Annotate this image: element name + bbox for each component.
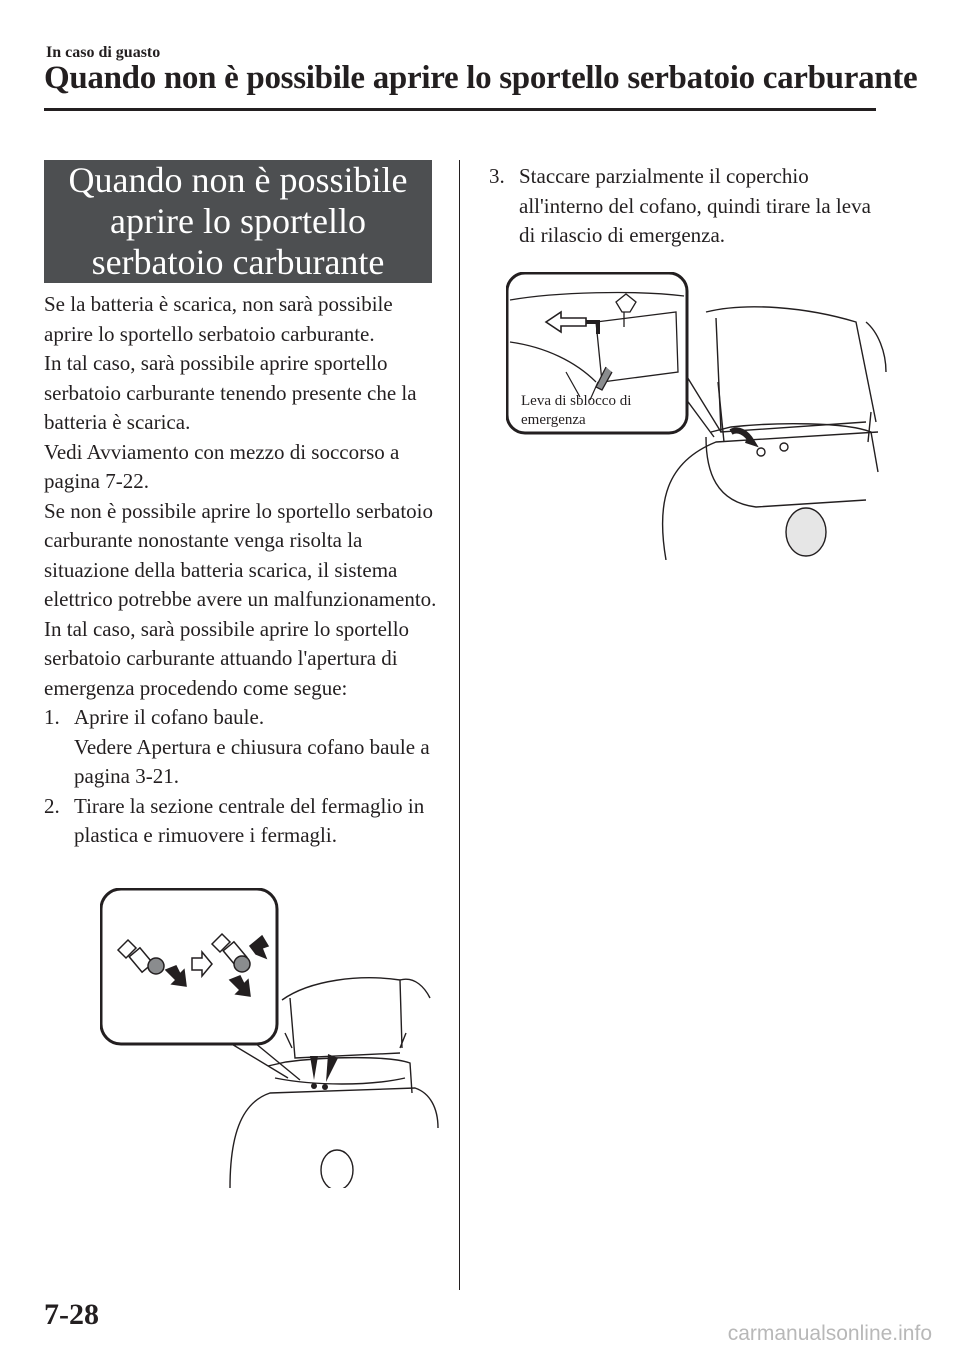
step-item <box>44 792 444 851</box>
paragraph-battery-dead: Se la batteria è scarica, non sarà possibile aprire lo sportello serbatoio carburante. <box>44 292 393 346</box>
step-subtext: Vedere Apertura e chiusura cofano baule a pagina 3-21. <box>74 734 430 788</box>
step-text: Aprire il cofano baule. <box>74 705 265 729</box>
paragraph-malfunction: Se non è possibile aprire lo sportello serbatoio carburante nonostante venga risolta la situazione della batteria scarica, il sistema elettrico potrebbe avere un malfunzionamento. <box>44 498 437 611</box>
callout-label-line-1: Leva di sblocco di <box>521 393 632 409</box>
title-line-3: serbatoio carburante <box>91 242 385 282</box>
watermark: carmanualsonline.info <box>727 1322 932 1345</box>
page-number: 7-28 <box>44 1298 99 1331</box>
callout-label-line-2: emergenza <box>521 412 586 428</box>
title-line-1: Quando non è possibile <box>68 160 408 200</box>
clip-removal-illustration <box>100 888 440 1188</box>
step-text: Tirare la sezione centrale del fermaglio in plastica e rimuovere i fermagli. <box>74 793 425 847</box>
step-item <box>489 162 889 251</box>
page-header-title: Quando non è possibile aprire lo sportello serbatoio carburante <box>44 60 918 96</box>
section-label: In caso di guasto <box>46 44 161 61</box>
section-title-box <box>44 160 432 283</box>
paragraph-emergency-opening: In tal caso, sarà possibile aprire lo sportello serbatoio carburante attuando l'apertura di emergenza procedendo come segue: <box>44 616 410 700</box>
column-divider <box>459 160 460 1290</box>
step-number: 1. <box>44 705 60 729</box>
step-number: 3. <box>489 164 505 188</box>
emergency-lever-illustration <box>506 272 888 560</box>
step-text: Staccare parzialmente il coperchio all'interno del cofano, quindi tirare la leva di rilascio di emergenza. <box>519 164 871 247</box>
step-item <box>44 703 444 792</box>
steps-list <box>44 703 444 851</box>
header-rule <box>44 108 876 111</box>
paragraph-open-possible: In tal caso, sarà possibile aprire sportello serbatoio carburante tenendo presente che la batteria è scarica. <box>44 351 417 434</box>
step-number: 2. <box>44 793 60 818</box>
body-text <box>44 290 444 851</box>
paragraph-see-jump-start: Vedi Avviamento con mezzo di soccorso a pagina 7-22. <box>44 439 400 493</box>
title-line-2: aprire lo sportello <box>110 201 366 241</box>
